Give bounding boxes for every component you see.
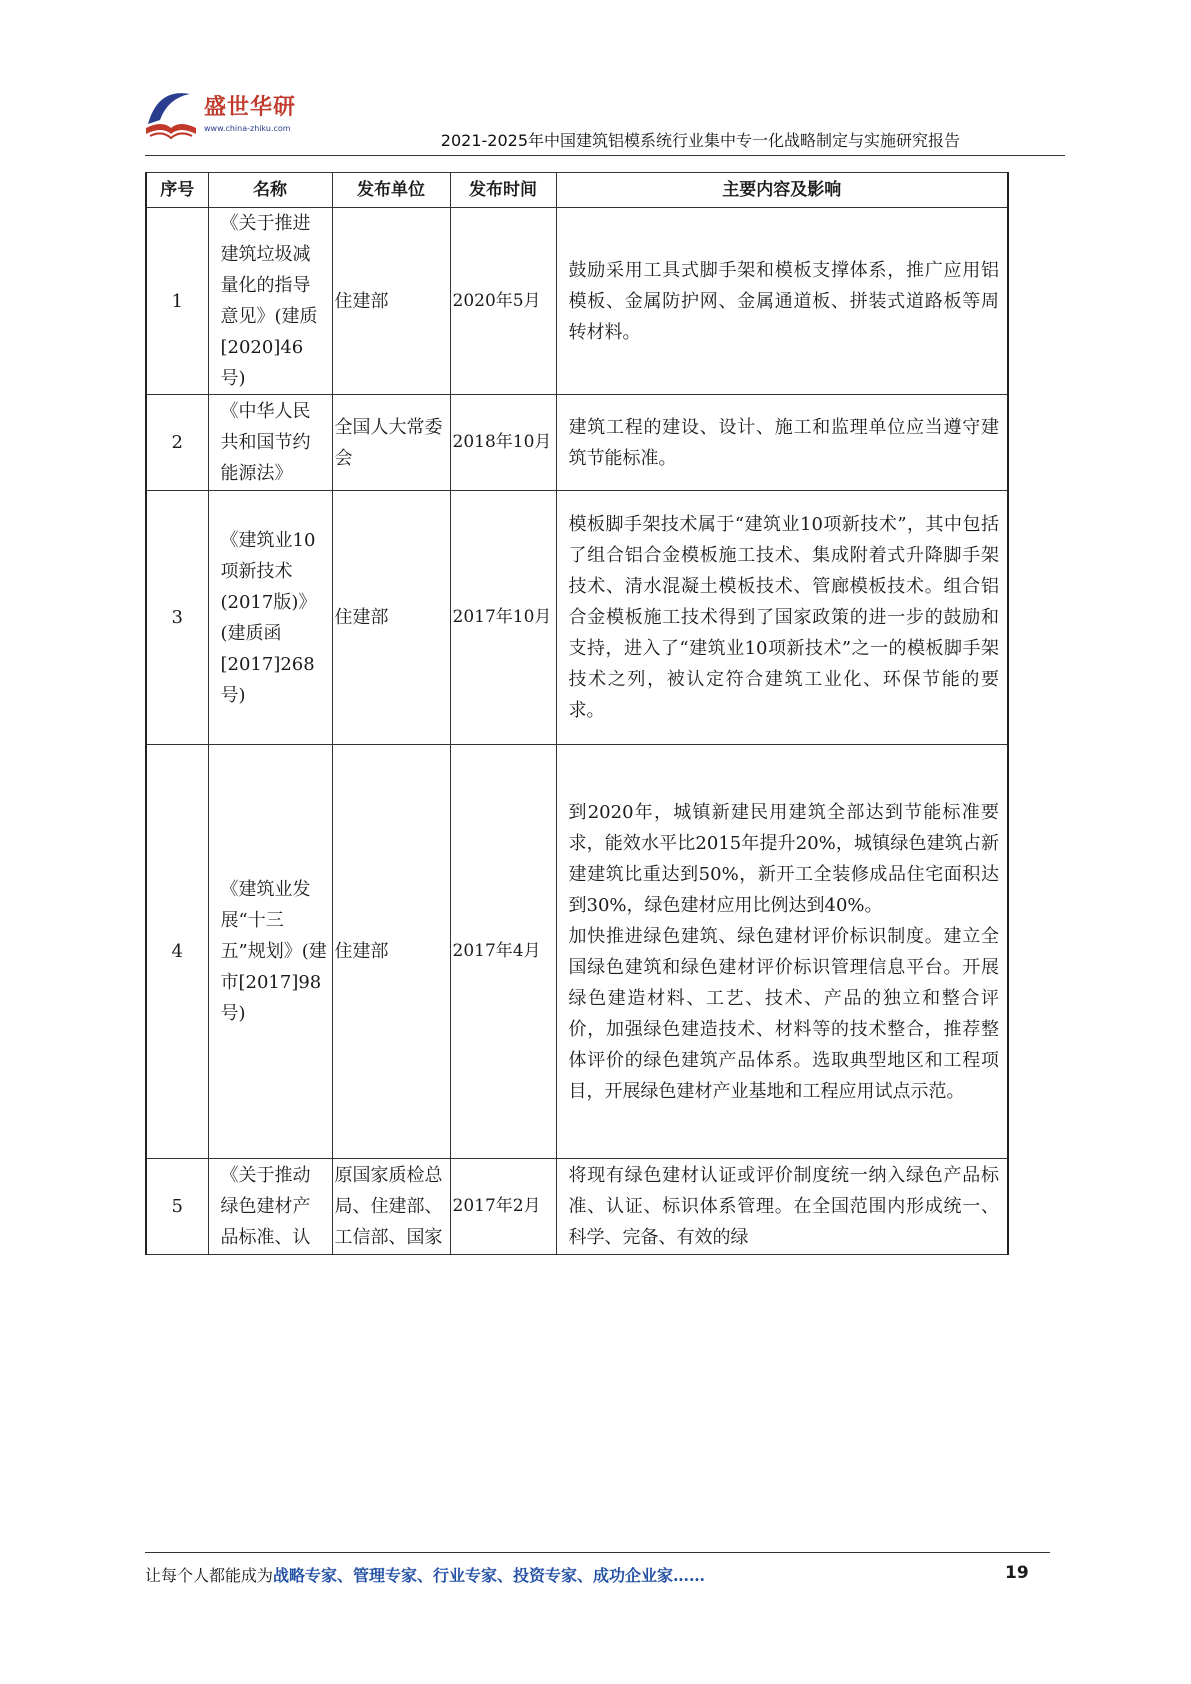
- logo-name: 盛世华研: [204, 95, 297, 120]
- row-unit: 住建部: [332, 208, 450, 395]
- footer-tagline: [145, 1563, 705, 1586]
- row-content: 模板脚手架技术属于“建筑业10项新技术”，其中包括了组合铝合金模板施工技术、集成附着式升降脚手架技术、清水混凝土模板技术、管廊模板技术。组合铝合金模板施工技术得到了国家政策的进一步的鼓励和支持，进入了“建筑业10项新技术”之一的模板脚手架技术之列，被认定符合建筑工业化、环保节能的要求。: [556, 491, 1008, 745]
- table-row: [146, 1159, 1008, 1255]
- column-header-content: 主要内容及影响: [556, 173, 1008, 208]
- row-seq: 4: [146, 745, 208, 1159]
- company-logo: [140, 84, 320, 148]
- footer-divider: [145, 1552, 1050, 1553]
- row-seq: 5: [146, 1159, 208, 1255]
- footer-prefix: 让每个人都能成为: [145, 1566, 274, 1585]
- column-header-unit: 发布单位: [332, 173, 450, 208]
- table-row: [146, 208, 1008, 395]
- logo-book-icon: [140, 84, 202, 146]
- table-row: [146, 395, 1008, 491]
- footer-highlight: 战略专家、管理专家、行业专家、投资专家、成功企业家……: [273, 1566, 706, 1585]
- row-content-paragraph: 加快推进绿色建筑、绿色建材评价标识制度。建立全国绿色建筑和绿色建材评价标识管理信息平台。开展绿色建造材料、工艺、技术、产品的独立和整合评价，加强绿色建造技术、材料等的技术整合，推荐整体评价的绿色建筑产品体系。选取典型地区和工程项目，开展绿色建材产业基地和工程应用试点示范。: [568, 925, 999, 1102]
- row-unit: 原国家质检总局、住建部、工信部、国家: [332, 1159, 450, 1255]
- row-name: 《中华人民共和国节约能源法》: [208, 395, 332, 491]
- row-seq: 3: [146, 491, 208, 745]
- report-title: 2021-2025年中国建筑铝模系统行业集中专一化战略制定与实施研究报告: [440, 131, 960, 150]
- column-header-seq: 序号: [146, 173, 208, 208]
- row-name: 《关于推动绿色建材产品标准、认: [208, 1159, 332, 1255]
- policy-table: [145, 172, 1009, 1255]
- row-name: 《关于推进建筑垃圾减量化的指导意见》(建质[2020]46号): [208, 208, 332, 395]
- row-date: 2020年5月: [450, 208, 556, 395]
- column-header-date: 发布时间: [450, 173, 556, 208]
- table-header-row: [146, 173, 1008, 208]
- row-content: [556, 745, 1008, 1159]
- row-name: 《建筑业10项新技术(2017版)》(建质函[2017]268号): [208, 491, 332, 745]
- row-content: 建筑工程的建设、设计、施工和监理单位应当遵守建筑节能标准。: [556, 395, 1008, 491]
- row-date: 2017年10月: [450, 491, 556, 745]
- row-date: 2018年10月: [450, 395, 556, 491]
- row-seq: 1: [146, 208, 208, 395]
- table-row: [146, 491, 1008, 745]
- row-content: 将现有绿色建材认证或评价制度统一纳入绿色产品标准、认证、标识体系管理。在全国范围内形成统一、科学、完备、有效的绿: [556, 1159, 1008, 1255]
- table-row: [146, 745, 1008, 1159]
- row-date: 2017年4月: [450, 745, 556, 1159]
- row-unit: 全国人大常委会: [332, 395, 450, 491]
- header-divider: [145, 155, 1065, 156]
- row-name: 《建筑业发展“十三五”规划》(建市[2017]98号): [208, 745, 332, 1159]
- row-content: 鼓励采用工具式脚手架和模板支撑体系，推广应用铝模板、金属防护网、金属通道板、拼装式道路板等周转材料。: [556, 208, 1008, 395]
- logo-url: www.china-zhiku.com: [204, 124, 291, 133]
- page-number: 19: [1005, 1563, 1029, 1583]
- row-unit: 住建部: [332, 745, 450, 1159]
- row-content-paragraph: 到2020年，城镇新建民用建筑全部达到节能标准要求，能效水平比2015年提升20%，城镇绿色建筑占新建建筑比重达到50%，新开工全装修成品住宅面积达到30%，绿色建材应用比例达到40%。: [568, 801, 999, 916]
- row-unit: 住建部: [332, 491, 450, 745]
- row-seq: 2: [146, 395, 208, 491]
- row-date: 2017年2月: [450, 1159, 556, 1255]
- column-header-name: 名称: [208, 173, 332, 208]
